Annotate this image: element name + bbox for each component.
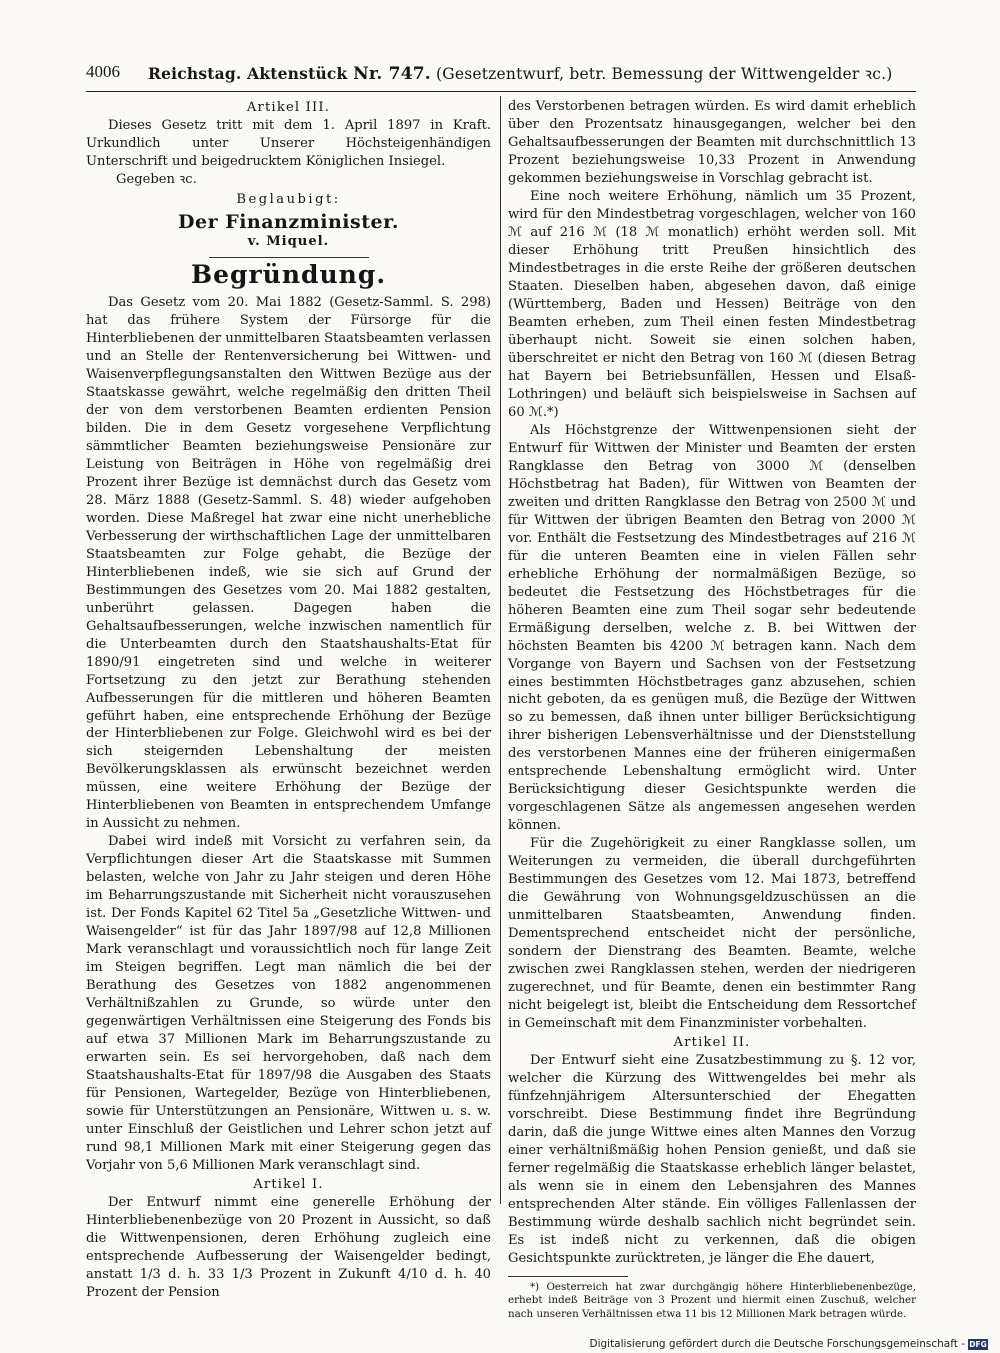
artikel-3-heading: Artikel III. — [246, 100, 331, 115]
signature-name: v. Miquel. — [247, 233, 330, 249]
footnote-rule — [508, 1276, 628, 1277]
paragraph: des Verstorbenen betragen würden. Es wird damit erheblich über den Prozentsatz hinausgegangen, welcher bei den Gehaltsaufbesserungen der Beamten mit durchschnittlich 13 Prozent beziehungsweise 10,33 Prozent in Anwendung gekommen beziehungsweise in Vorschlag gebracht ist. — [508, 99, 916, 186]
paragraph: Eine noch weitere Erhöhung, nämlich um 35 Prozent, wird für den Mindestbetrag vorgeschlagen, welcher von 160 ℳ auf 216 ℳ (18 ℳ monatlich) erhöht werden soll. Mit dieser Erhöhung tritt Preußen hinsichtlich des Mindestbetrages in die erste Reihe der größeren deutschen Staaten. Dieselben haben, abgesehen davon, daß einige (Württemberg, Baden und Hessen) Beiträge von den Beamten erheben, zum Theil einen festen Mindestbetrag überhaupt nicht. Soweit sie einen solchen haben, überschreitet er nicht den Betrag von 160 ℳ (diesen Betrag hat Bayern bei Betriebsunfällen, Hessen und Elsaß-Lothringen) und beläuft sich beispielsweise in Sachsen auf 60 ℳ.*) — [508, 188, 916, 420]
running-title-subject: (Gesetzentwurf, betr. Bemessung der Wittwengelder ꝛc.) — [430, 65, 893, 83]
right-column — [508, 98, 916, 1321]
paragraph: Für die Zugehörigkeit zu einer Rangklasse sollen, um Weiterungen zu vermeiden, die überall durchgeführten Bestimmungen des Gesetzes vom 12. Mai 1873, betreffend die Gewährung von Wohnungsgeldzuschüssen an die unmittelbaren Staatsbeamten, Anwendung finden. Dementsprechend entscheidet nicht der persönliche, sondern der Dienstrang des Beamten. Beamte, welche zwischen zwei Rangklassen stehen, werden der niedrigeren zugerechnet, und für Beamte, denen ein bestimmter Rang nicht beigelegt ist, bleibt die Entscheidung dem Ressortchef in Gemeinschaft mit dem Finanzminister vorbehalten. — [508, 836, 916, 1032]
minister-title: Der Finanzminister. — [178, 210, 399, 233]
page-number: 4006 — [86, 62, 120, 81]
dfg-logo-icon: DFG — [969, 1339, 987, 1349]
document-number: Nr. 747. — [353, 64, 431, 84]
digitization-credit — [589, 1338, 988, 1350]
paragraph: Als Höchstgrenze der Wittwenpensionen sieht der Entwurf für Wittwen der Minister und Beamten der ersten Rangklasse den Betrag von 3000 ℳ (denselben Höchstbetrag hat Baden), für Wittwen von Beamten der zweiten und dritten Rangklasse den Betrag von 2500 ℳ und für Wittwen der übrigen Beamten den Betrag von 2000 ℳ vor. Enthält die Festsetzung des Mindestbetrages auf 216 ℳ für die unteren Beamten eine in vielen Fällen sehr erhebliche Erhöhung der normalmäßigen Bezüge, so bedeutet die Festsetzung des Höchstbetrages für die höheren Beamten eine zum Theil sogar sehr bedeutende Ermäßigung derselben, welche z. B. bei Wittwen der höchsten Beamten bis 4200 ℳ betragen kann. Nach dem Vorgange von Bayern und Sachsen von der Festsetzung eines bestimmten Höchstbetrages ganz abzusehen, schien nicht geboten, da es genügen muß, die Bezüge der Wittwen so zu bemessen, daß ihnen unter billiger Berücksichtigung ihrer bisherigen Lebensverhältnisse und der Dienststellung des verstorbenen Mannes eine der früheren einigermaßen entsprechende Lebenshaltung ermöglicht wird. Unter Berücksichtigung dieser Gesichtspunkte werden die vorgeschlagenen Sätze als angemessen angesehen werden können. — [508, 422, 916, 834]
beglaubigt-label: Beglaubigt: — [236, 191, 341, 207]
paragraph: Der Entwurf nimmt eine generelle Erhöhung der Hinterbliebenenbezüge von 20 Prozent in Aussicht, so daß die Wittwenpensionen, deren Erhöhung zugleich eine entsprechende Aufbesserung der Waisengelder bedingt, anstatt 1/3 d. h. 33 1/3 Prozent in Zukunft 4/10 d. h. 40 Prozent der Pension — [86, 1195, 491, 1300]
header-rule — [86, 91, 916, 92]
column-divider — [500, 96, 501, 1204]
left-column — [86, 98, 491, 1302]
paragraph: Dabei wird indeß mit Vorsicht zu verfahren sein, da Verpflichtungen dieser Art die Staatskasse mit Summen belasten, welche von Jahr zu Jahr steigen und deren Höhe im Beharrungszustande mit Sicherheit nicht vorauszusehen ist. Der Fonds Kapitel 62 Titel 5a „Gesetzliche Wittwen- und Waisengelder“ ist für das Jahr 1897/98 auf 12,8 Millionen Mark veranschlagt und voraussichtlich noch für lange Zeit im Steigen begriffen. Legt man nämlich die bei der Berathung des Gesetzes von 1882 angenommenen Verhältnißzahlen zu Grunde, so würde unter den gegenwärtigen Verhältnissen eine Steigerung des Fonds bis auf etwa 37 Millionen Mark im Beharrungszustande zu erwarten sein. Es sei hervorgehoben, daß nach dem Staatshaushalts-Etat für 1897/98 die Ausgaben des Staats für Pensionen, Wartegelder, Bezüge von Hinterbliebenen, sowie für Unterstützungen an Pensionäre, Wittwen u. s. w. unter Einschluß der Geistlichen und Lehrer schon jetzt auf rund 98,1 Millionen Mark mit einer Steigerung gegen das Vorjahr von 5,6 Millionen Mark veranschlagt sind. — [86, 834, 491, 1174]
credit-text: Digitalisierung gefördert durch die Deutsche Forschungsgemeinschaft - — [589, 1338, 965, 1350]
paragraph: Der Entwurf sieht eine Zusatzbestimmung zu §. 12 vor, welcher die Kürzung des Wittwengeldes bei mehr als fünfzehnjährigem Altersunterschied der Ehegatten vorschreibt. Diese Bestimmung findet ihre Begründung darin, daß die junge Wittwe eines alten Mannes den Vorzug einer verhältnißmäßig hohen Pension genießt, und daß sie ferner regelmäßig die Staatskasse erheblich länger belastet, als wenn sie in einem den Lebensjahren des Mannes entsprechenden Alter stände. Ein völliges Fallenlassen der Bestimmung würde deshalb sachlich nicht begründet sein. Es ist indeß nicht zu verkennen, daß die obigen Gesichtspunkte zurücktreten, je länger die Ehe dauert, — [508, 1053, 916, 1266]
section-divider — [209, 257, 369, 258]
gegeben-line: Gegeben ꝛc. — [116, 171, 197, 187]
running-header — [86, 58, 916, 88]
running-title-prefix: Reichstag. Aktenstück — [148, 64, 354, 83]
artikel-2-heading: Artikel II. — [673, 1035, 751, 1051]
footnote: *) Oesterreich hat zwar durchgängig höhere Hinterbliebenenbezüge, erhebt indeß Beiträge von 3 Prozent und hiermit einen Zuschuß, welcher nach unseren Verhältnissen etwa 11 bis 12 Millionen Mark betragen würde. — [508, 1280, 916, 1320]
begruendung-heading: Begründung. — [190, 259, 387, 289]
artikel-1-heading: Artikel I. — [253, 1177, 324, 1193]
running-title — [148, 62, 892, 84]
artikel-3-text: Dieses Gesetz tritt mit dem 1. April 1897 in Kraft. Urkundlich unter Unserer Höchsteigenhändigen Unterschrift und beigedrucktem Königlichen Insiegel. — [86, 117, 491, 169]
paragraph: Das Gesetz vom 20. Mai 1882 (Gesetz-Samml. S. 298) hat das frühere System der Fürsorge für die Hinterbliebenen der unmittelbaren Staatsbeamten verlassen und an Stelle der Rentenversicherung bei Wittwen- und Waisenverpflegungsanstalten den Wittwen Bezüge aus der Staatskasse gewährt, welche regelmäßig den dritten Theil der von dem verstorbenen Beamten erdienten Pension bilden. Die in dem Gesetz vorgesehene Verpflichtung sämmtlicher Beamten beziehungsweise Pensionäre zur Leistung von Beiträgen in Höhe von regelmäßig drei Prozent ihrer Bezüge ist demnächst durch das Gesetz vom 28. März 1888 (Gesetz-Samml. S. 48) wieder aufgehoben worden. Diese Maßregel hat zwar eine nicht unerhebliche Verbesserung der wirthschaftlichen Lage der unmittelbaren Staatsbeamten zur Folge gehabt, die Bezüge der Hinterbliebenen indeß, wie sie sich auf Grund der Bestimmungen des Gesetzes vom 20. Mai 1882 gestalten, unberührt gelassen. Dagegen haben die Gehaltsaufbesserungen, welche inzwischen namentlich für die Unterbeamten durch den Staatshaushalts-Etat für 1890/91 eingetreten sind und welche in weiterer Fortsetzung zu den jetzt zur Berathung stehenden Aufbesserungen für die mittleren und höheren Beamten geführt haben, eine entsprechende Erhöhung der Bezüge der Hinterbliebenen zur Folge. Gleichwohl wird es bei der sich steigernden Lebenshaltung der meisten Bevölkerungsklassen als erwünscht bezeichnet werden müssen, eine weitere Erhöhung der Bezüge der Hinterbliebenen von Beamten in entsprechendem Umfange in Aussicht zu nehmen. — [86, 294, 491, 832]
